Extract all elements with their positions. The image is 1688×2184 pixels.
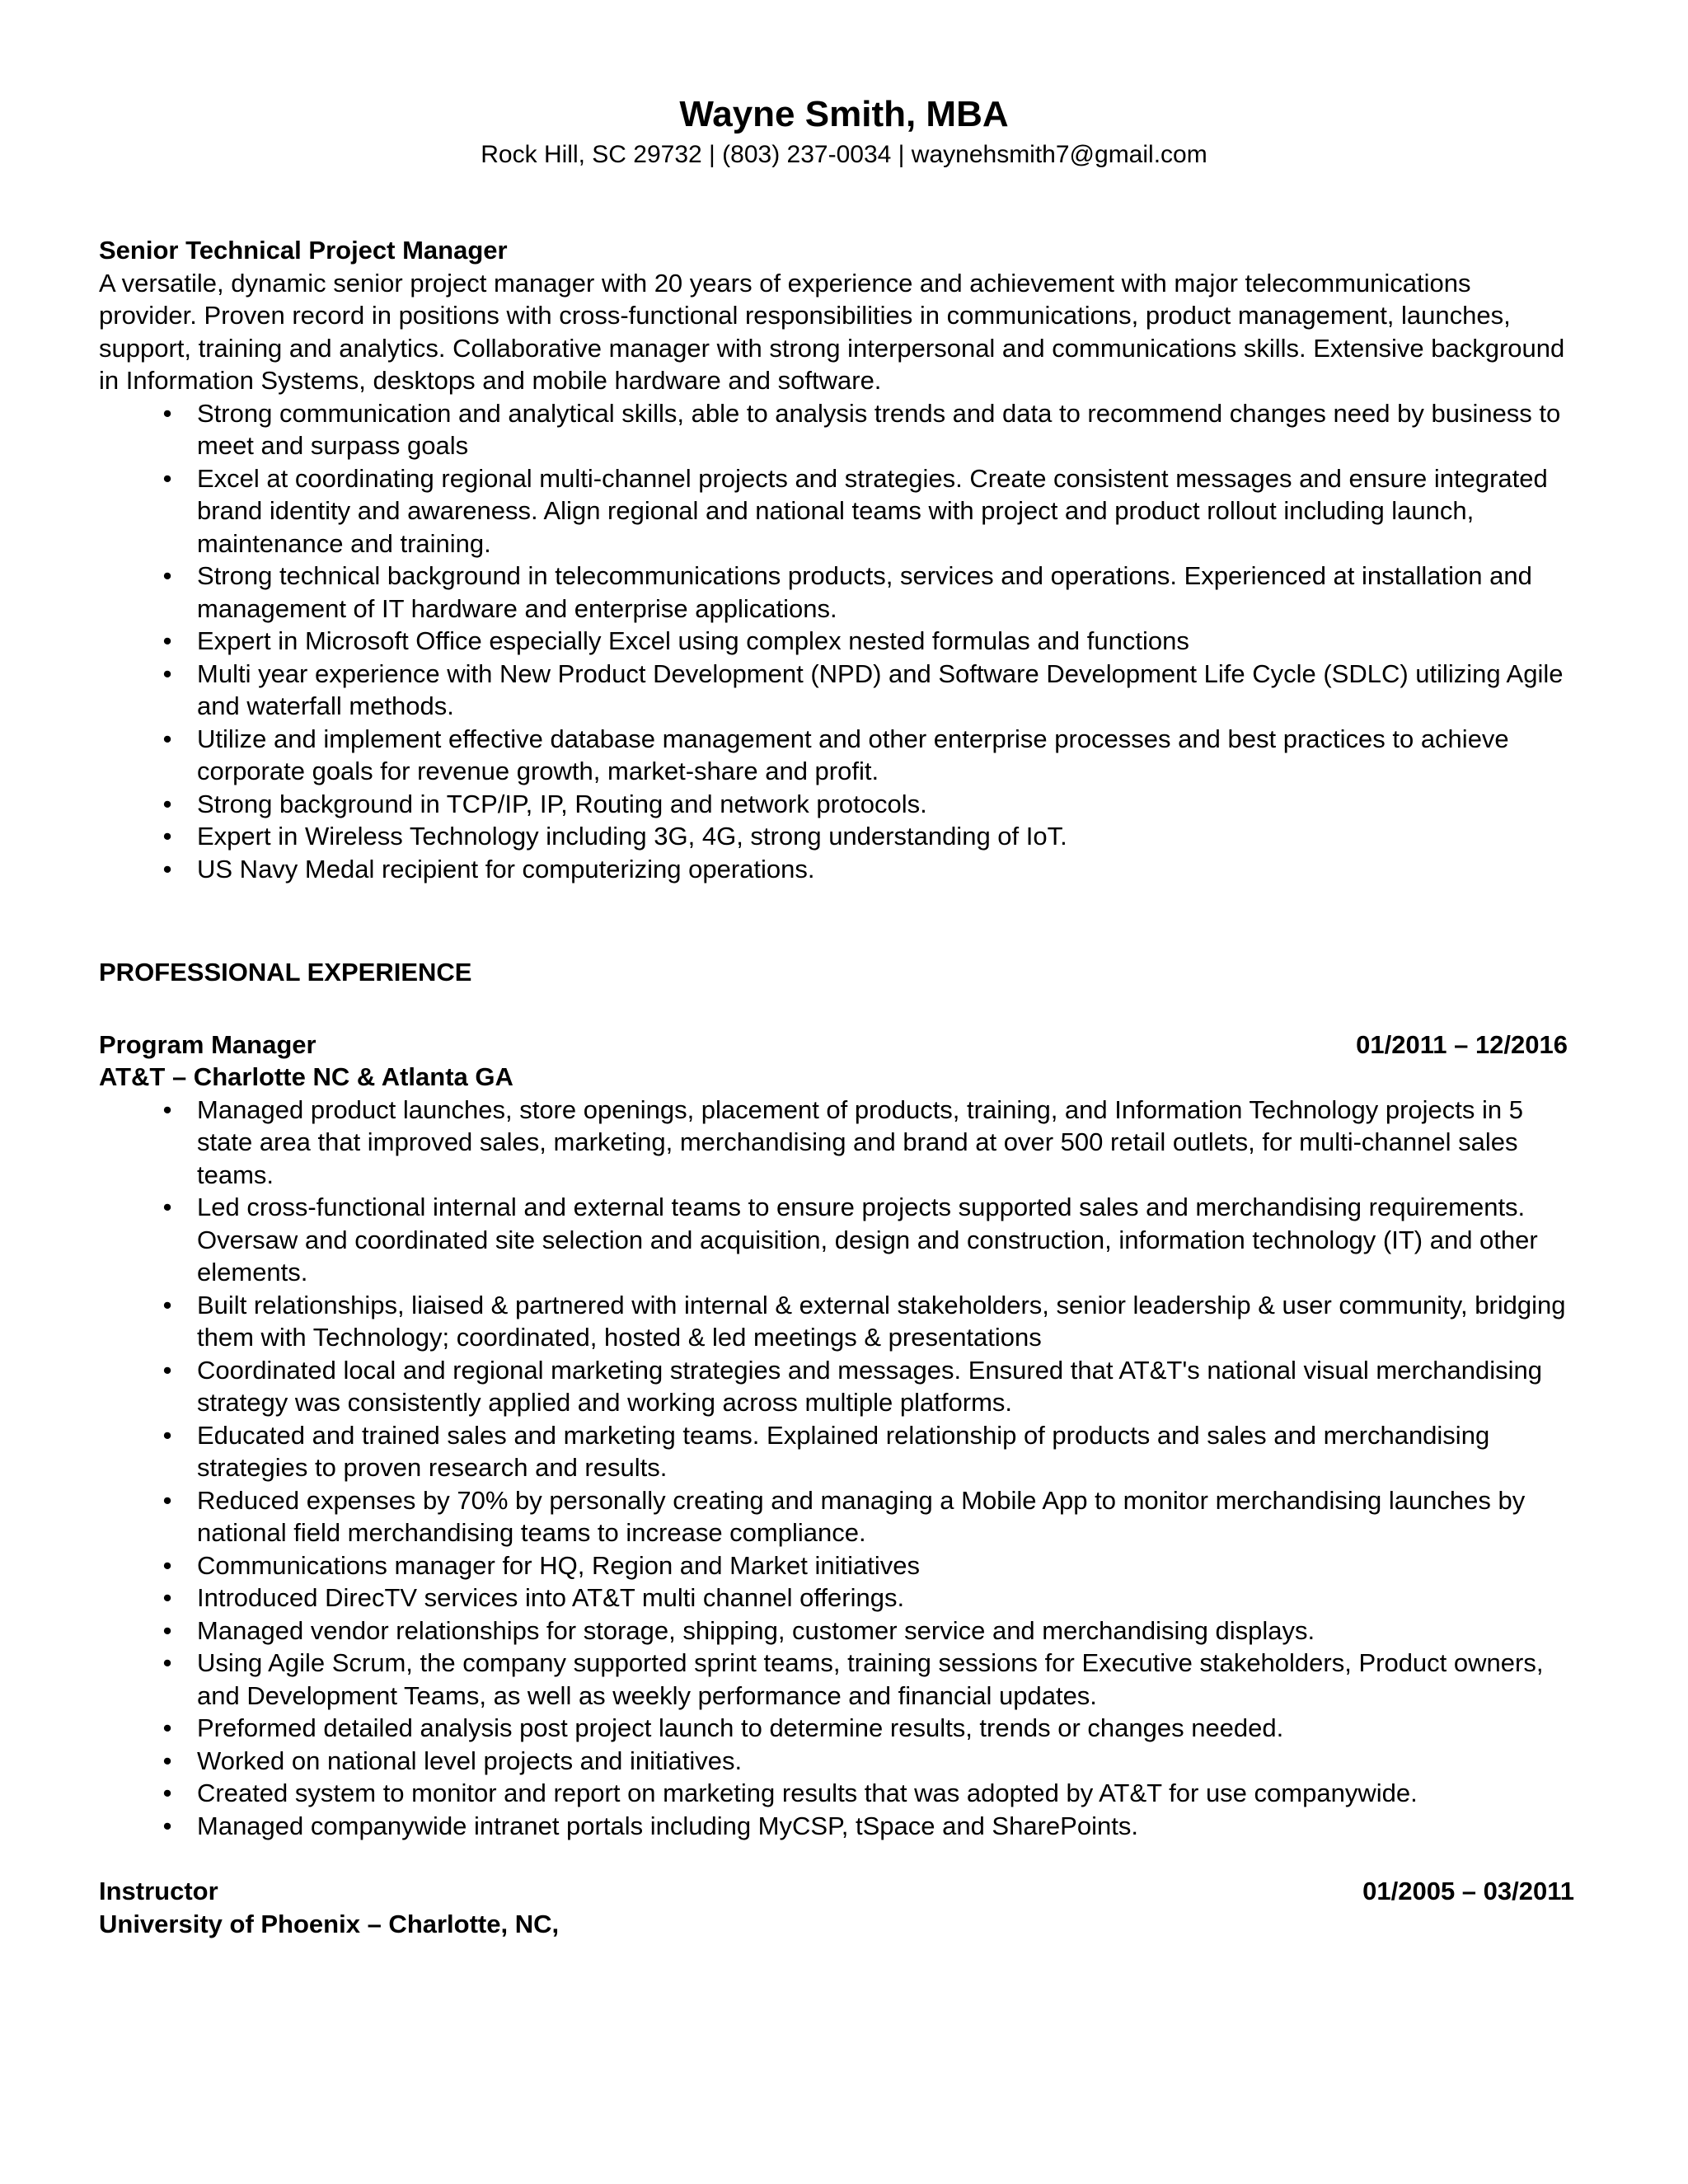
bullet-text: Built relationships, liaised & partnered with internal & external stakeholders, senior leadership & user community, bridging them with Technology; coordinated, hosted & led meetings & presentations: [197, 1290, 1566, 1352]
experience-section-title: PROFESSIONAL EXPERIENCE: [99, 958, 472, 987]
job-title: Instructor: [99, 1877, 218, 1905]
bullet-text: US Navy Medal recipient for computerizing operations.: [197, 854, 815, 883]
bullet-text: Communications manager for HQ, Region and Market initiatives: [197, 1550, 920, 1580]
bullet-text: Created system to monitor and report on marketing results that was adopted by AT&T for use companywide.: [197, 1779, 1418, 1807]
list-item: [99, 1094, 1574, 1192]
bullet-text: Led cross-functional internal and external teams to ensure projects supported sales and merchandising requirements. Oversaw and coordinated site selection and acquisition, design and construction, information technology (IT) and other elements.: [197, 1193, 1538, 1286]
list-item: [99, 1484, 1574, 1549]
list-item: [99, 1615, 1574, 1647]
bullet-text: Reduced expenses by 70% by personally creating and managing a Mobile App to monitor merchandising launches by national field merchandising teams to increase compliance.: [197, 1485, 1526, 1547]
bullet-text: Managed companywide intranet portals including MyCSP, tSpace and SharePoints.: [197, 1811, 1138, 1840]
bullet-icon: •: [162, 1485, 172, 1515]
list-item: [99, 397, 1574, 462]
list-item: [99, 560, 1574, 625]
summary-bullet-list: [99, 397, 1574, 886]
bullet-text: Managed product launches, store openings, placement of products, training, and Information Technology projects in 5 state area that improved sales, marketing, merchandising and brand at over 500 retail outlets, for multi-channel sales teams.: [197, 1094, 1523, 1189]
bullet-icon: •: [162, 1420, 172, 1450]
bullet-text: Strong technical background in telecommunications products, services and operations. Experienced at installation and management of IT hardware and enterprise applications.: [197, 561, 1532, 623]
bullet-text: Multi year experience with New Product Development (NPD) and Software Development Life Cycle (SDLC) utilizing Agile and waterfall methods.: [197, 658, 1564, 720]
bullet-icon: •: [162, 658, 172, 688]
job-company: AT&T – Charlotte NC & Atlanta GA: [99, 1062, 513, 1091]
contact-info: Rock Hill, SC 29732 | (803) 237-0034 | waynehsmith7@gmail.com: [481, 141, 1207, 168]
bullet-text: Preformed detailed analysis post project launch to determine results, trends or changes needed.: [197, 1713, 1284, 1742]
job-header: [99, 1875, 1574, 1908]
bullet-icon: •: [162, 561, 172, 590]
job-header: [99, 1029, 1574, 1062]
bullet-icon: •: [162, 1094, 172, 1124]
job-dates: 01/2011 – 12/2016: [1356, 1029, 1568, 1059]
bullet-text: Managed vendor relationships for storage, shipping, customer service and merchandising displays.: [197, 1615, 1315, 1645]
bullet-icon: •: [162, 463, 172, 493]
bullet-text: Expert in Wireless Technology including 3G, 4G, strong understanding of IoT.: [197, 822, 1067, 851]
list-item: [99, 1549, 1574, 1582]
bullet-text: Utilize and implement effective database management and other enterprise processes and best practices to achieve corporate goals for revenue growth, market-share and profit.: [197, 724, 1509, 785]
list-item: [99, 1354, 1574, 1419]
bullet-icon: •: [162, 1713, 172, 1742]
bullet-text: Coordinated local and regional marketing strategies and messages. Ensured that AT&T's national visual merchandising strategy was consistently applied and working across multiple platforms.: [197, 1355, 1543, 1417]
job-title: Program Manager: [99, 1029, 316, 1059]
list-item: [99, 658, 1574, 723]
bullet-text: Using Agile Scrum, the company supported sprint teams, training sessions for Executive stakeholders, Product owners, and Development Teams, as well as weekly performance and financial updates.: [197, 1648, 1544, 1710]
bullet-icon: •: [162, 1583, 172, 1612]
bullet-text: Expert in Microsoft Office especially Excel using complex nested formulas and functions: [197, 626, 1189, 655]
bullet-text: Strong background in TCP/IP, IP, Routing and network protocols.: [197, 789, 927, 818]
list-item: [99, 1712, 1574, 1745]
bullet-text: Excel at coordinating regional multi-channel projects and strategies. Create consistent messages and ensure integrated brand identity and awareness. Align regional and national teams with project and product rollout including launch, maintenance and training.: [197, 463, 1548, 558]
bullet-icon: •: [162, 1615, 172, 1645]
bullet-icon: •: [162, 626, 172, 655]
summary-text: A versatile, dynamic senior project manager with 20 years of experience and achievement with major telecommunications provider. Proven record in positions with cross-functional responsibilities in communications, product management, launches, support, training and analytics. Collaborative manager with strong interpersonal and communications skills. Extensive background in Information Systems, desktops and mobile hardware and software.: [99, 268, 1565, 395]
list-item: [99, 788, 1574, 821]
bullet-text: Strong communication and analytical skills, able to analysis trends and data to recommend changes need by business to meet and surpass goals: [197, 398, 1561, 460]
summary-title: Senior Technical Project Manager: [99, 236, 508, 265]
list-item: [99, 1745, 1574, 1778]
bullet-icon: •: [162, 1550, 172, 1580]
bullet-text: Introduced DirecTV services into AT&T multi channel offerings.: [197, 1583, 905, 1612]
list-item: [99, 1289, 1574, 1354]
list-item: [99, 1582, 1574, 1615]
list-item: [99, 853, 1574, 886]
list-item: [99, 820, 1574, 853]
resume-header: [0, 92, 1688, 171]
list-item: [99, 1647, 1574, 1712]
job-dates: 01/2005 – 03/2011: [1362, 1877, 1574, 1905]
bullet-text: Worked on national level projects and initiatives.: [197, 1746, 743, 1775]
bullet-icon: •: [162, 854, 172, 883]
list-item: [99, 462, 1574, 560]
bullet-icon: •: [162, 822, 172, 851]
list-item: [99, 1419, 1574, 1484]
bullet-icon: •: [162, 1746, 172, 1775]
bullet-icon: •: [162, 398, 172, 428]
resume-body: [99, 234, 1574, 1940]
job-bullet-list: [99, 1094, 1574, 1843]
bullet-icon: •: [162, 1779, 172, 1807]
list-item: [99, 1191, 1574, 1289]
bullet-text: Educated and trained sales and marketing teams. Explained relationship of products and sales and merchandising strategies to proven research and results.: [197, 1420, 1490, 1482]
list-item: [99, 723, 1574, 788]
list-item: [99, 1777, 1574, 1810]
candidate-name: Wayne Smith, MBA: [679, 94, 1009, 134]
bullet-icon: •: [162, 789, 172, 818]
bullet-icon: •: [162, 1811, 172, 1840]
bullet-icon: •: [162, 1193, 172, 1221]
bullet-icon: •: [162, 1648, 172, 1677]
bullet-icon: •: [162, 1290, 172, 1319]
list-item: [99, 1810, 1574, 1843]
job-company: University of Phoenix – Charlotte, NC,: [99, 1909, 560, 1938]
list-item: [99, 625, 1574, 658]
bullet-icon: •: [162, 1355, 172, 1385]
bullet-icon: •: [162, 724, 172, 753]
